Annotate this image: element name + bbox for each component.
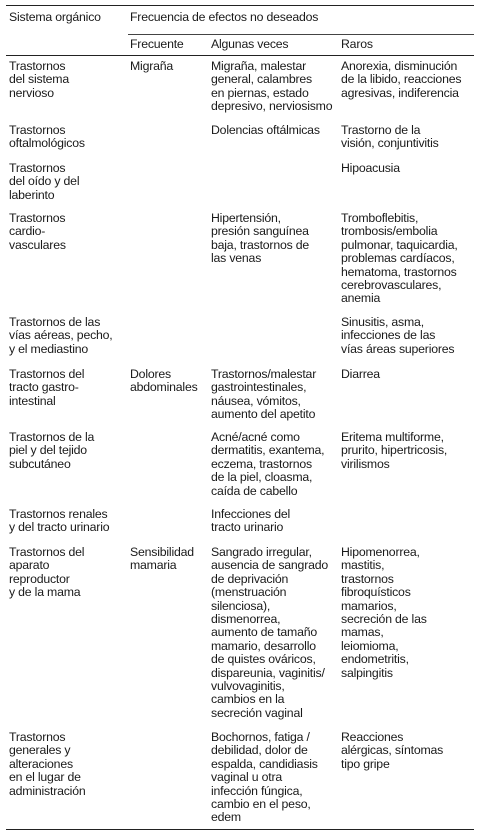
cell-system: Trastornos oftalmológicos bbox=[9, 123, 85, 151]
cell-frequent: Sensibilidad mamaria bbox=[130, 545, 194, 573]
table-bottom-rule bbox=[6, 829, 474, 830]
cell-system: Trastornos cardio- vasculares bbox=[9, 211, 66, 252]
cell-rare: Anorexia, disminución de la libido, reacciones agresivas, indiferencia bbox=[341, 59, 462, 100]
cell-some: Dolencias oftálmicas bbox=[211, 123, 320, 137]
cell-some: Bochornos, fatiga / debilidad, dolor de espalda, candidiasis vaginal u otra infección fúngica, cambio en el peso, edem bbox=[211, 730, 318, 825]
cell-some: Hipertensión, presión sanguínea baja, trastornos de las venas bbox=[211, 211, 310, 266]
cell-some: Infecciones del tracto urinario bbox=[211, 507, 291, 535]
cell-rare: Diarrea bbox=[341, 367, 380, 381]
header-system: Sistema orgánico bbox=[9, 10, 101, 24]
cell-rare: Eritema multiforme, prurito, hipertricosis, virilismos bbox=[341, 430, 448, 471]
cell-rare: Hipoacusia bbox=[341, 161, 400, 175]
header-some: Algunas veces bbox=[211, 37, 289, 51]
cell-system: Trastornos del sistema nervioso bbox=[9, 59, 69, 100]
cell-frequent: Migraña bbox=[130, 59, 174, 73]
cell-rare: Tromboflebitis, trombosis/embolia pulmonar, taquicardia, problemas cardíacos, hematoma, trastornos cerebrovasculares, anemia bbox=[341, 211, 458, 306]
header-frequency: Frecuencia de efectos no deseados bbox=[130, 10, 319, 24]
table-top-rule bbox=[6, 5, 474, 6]
header-bottom-rule bbox=[6, 55, 474, 56]
cell-system: Trastornos generales y alteraciones en el lugar de administración bbox=[9, 730, 86, 798]
cell-rare: Trastorno de la visión, conjuntivitis bbox=[341, 123, 439, 151]
cell-system: Trastornos del aparato reproductor y de la mama bbox=[9, 545, 85, 600]
cell-rare: Reacciones alérgicas, síntomas tipo gripe bbox=[341, 730, 444, 771]
cell-some: Migraña, malestar general, calambres en piernas, estado depresivo, nerviosismo bbox=[211, 59, 333, 114]
header-subrule bbox=[128, 34, 474, 35]
cell-system: Trastornos de las vías aéreas, pecho, y el mediastino bbox=[9, 315, 113, 356]
cell-frequent: Dolores abdominales bbox=[130, 367, 198, 395]
cell-some: Sangrado irregular, ausencia de sangrado de deprivación (menstruación silenciosa), dismenorrea, aumento de tamaño mamario, desarrollo de quistes ováricos, dispareunia, vaginitis/ vulvovaginitis, cambios en la secreción vaginal bbox=[211, 545, 329, 720]
cell-rare: Sinusitis, asma, infecciones de las vías áreas superiores bbox=[341, 315, 455, 356]
cell-system: Trastornos de la piel y del tejido subcutáneo bbox=[9, 430, 95, 471]
cell-system: Trastornos del oído y del laberinto bbox=[9, 161, 80, 202]
header-frequent: Frecuente bbox=[130, 37, 184, 51]
cell-some: Acné/acné como dermatitis, exantema, eczema, trastornos de la piel, cloasma, caída de cabello bbox=[211, 430, 325, 498]
cell-system: Trastornos renales y del tracto urinario bbox=[9, 507, 110, 535]
header-rare: Raros bbox=[341, 37, 373, 51]
cell-system: Trastornos del tracto gastro- intestinal bbox=[9, 367, 85, 408]
cell-some: Trastornos/malestar gastrointestinales, náusea, vómitos, aumento del apetito bbox=[211, 367, 317, 422]
cell-rare: Hipomenorrea, mastitis, trastornos fibroquísticos mamarios, secreción de las mamas, leiomioma, endometritis, salpingitis bbox=[341, 545, 427, 680]
